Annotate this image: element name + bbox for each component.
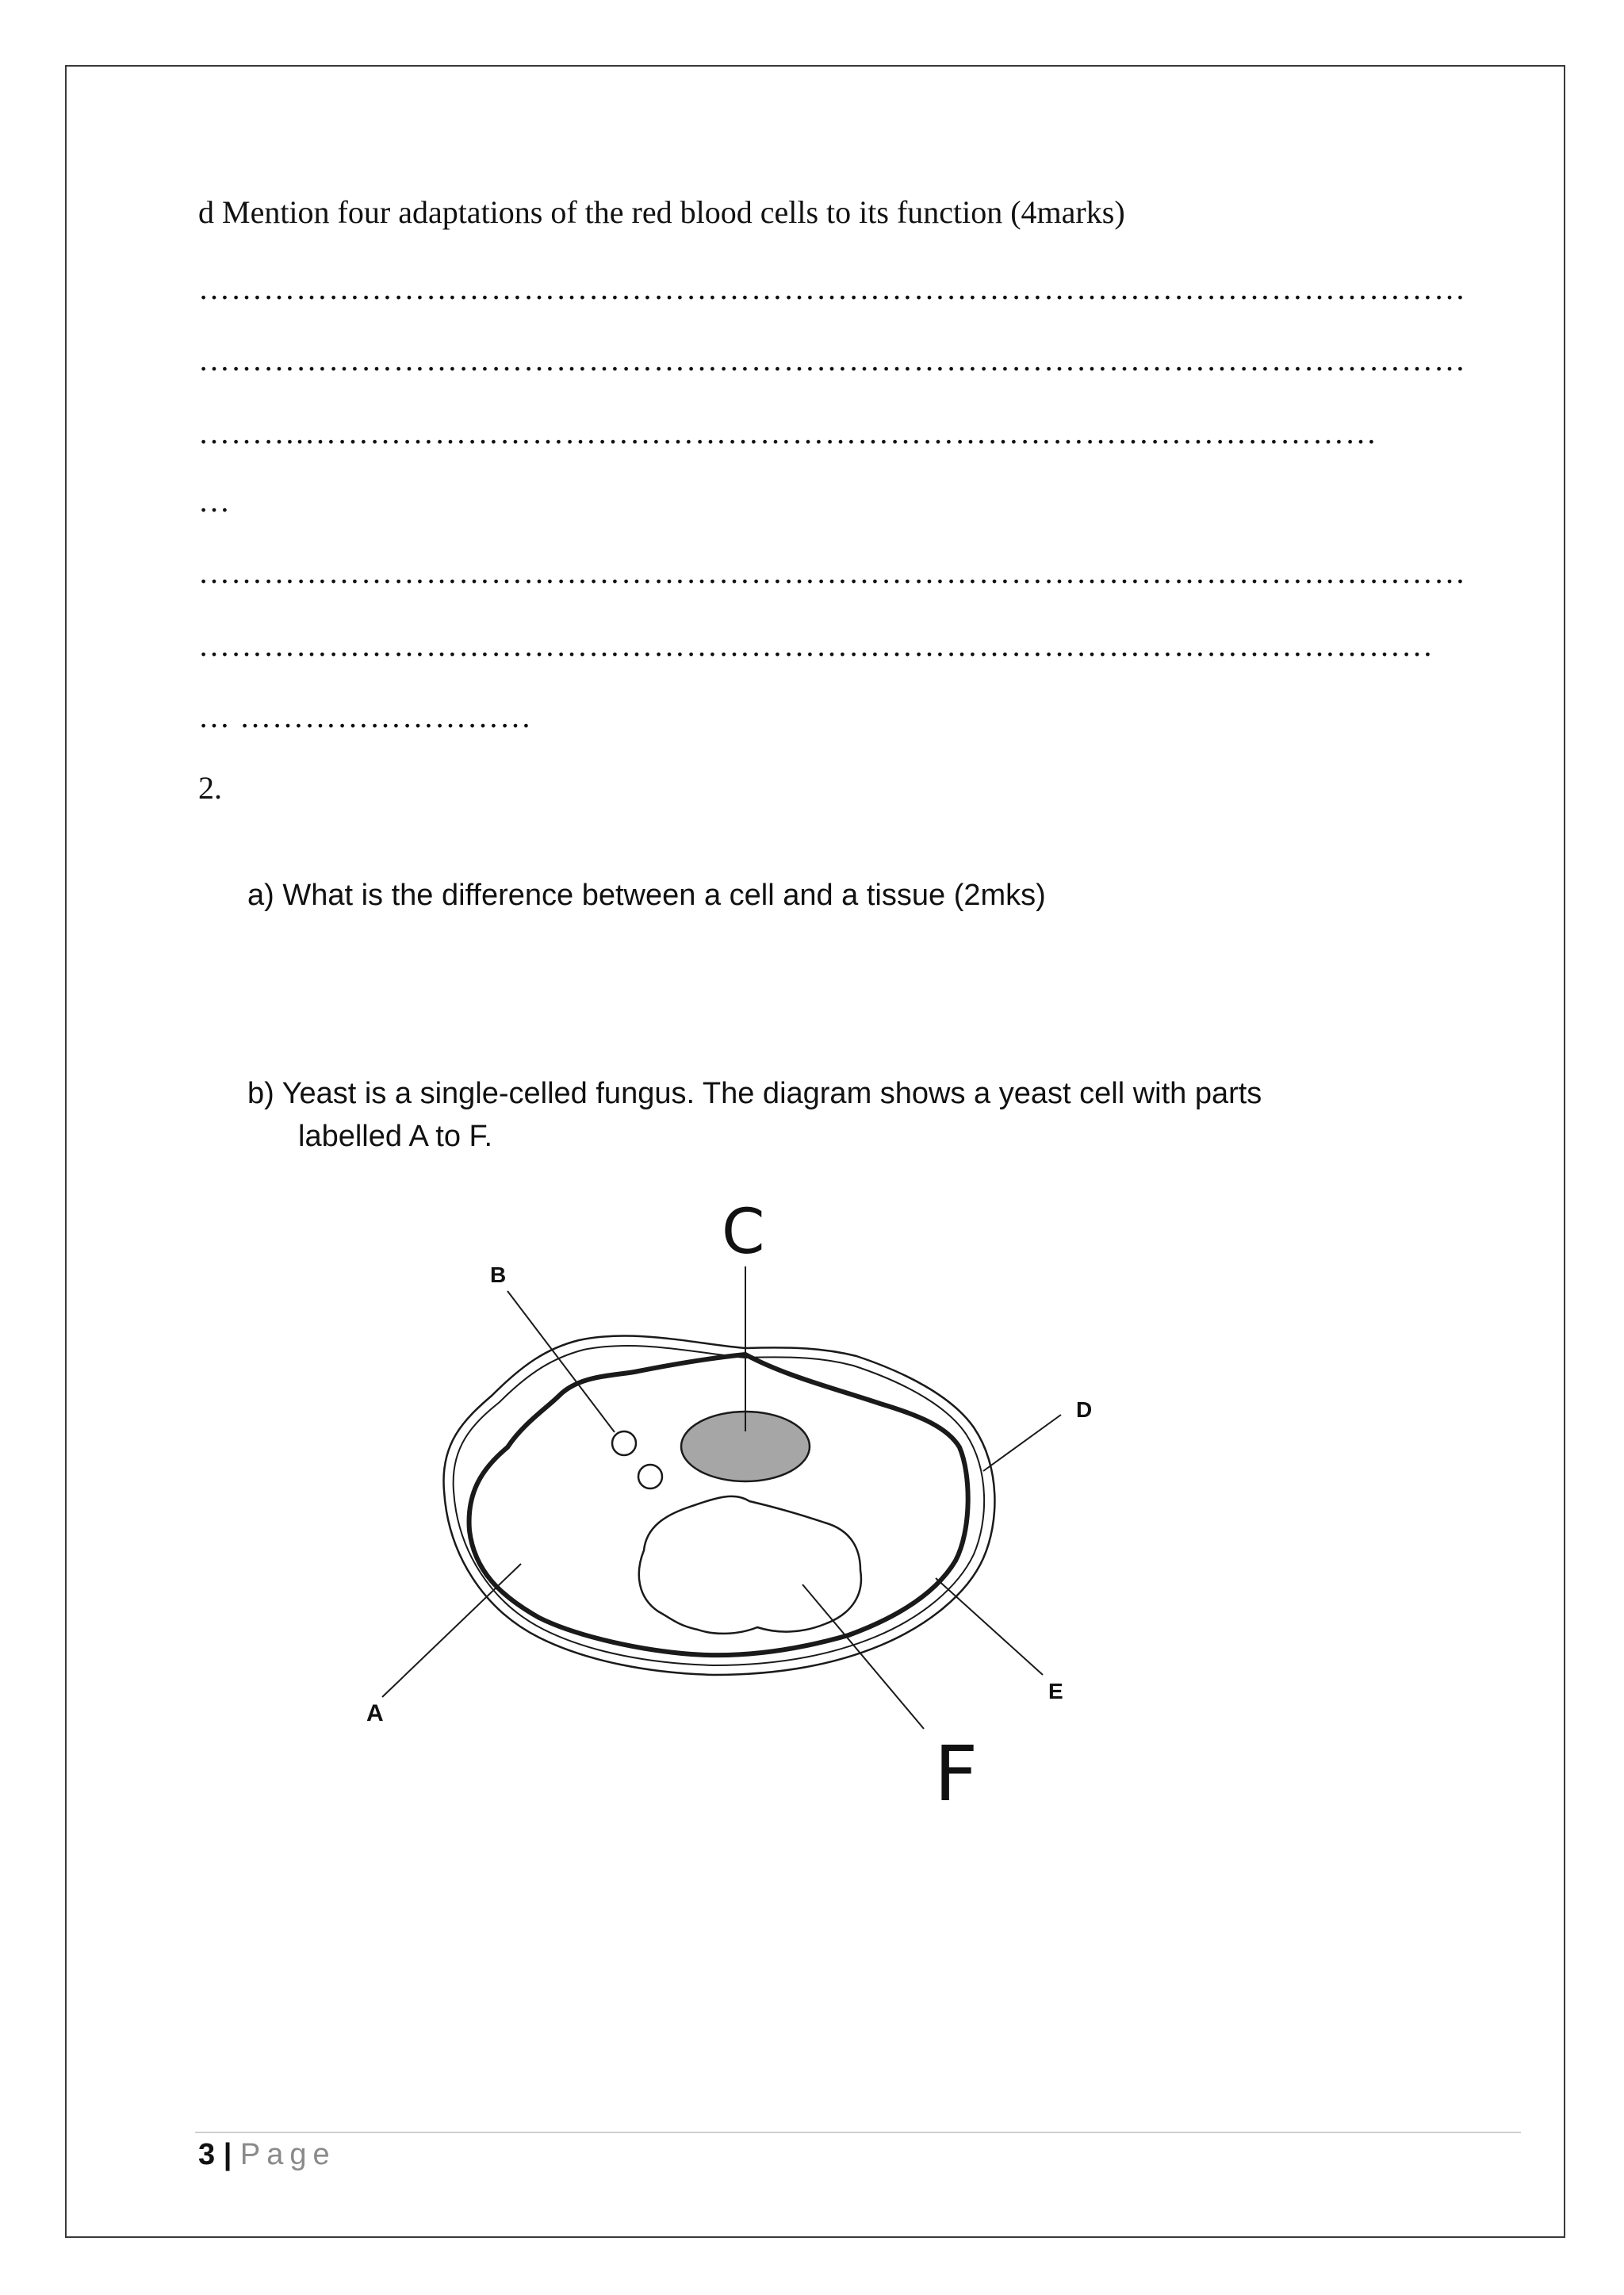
question-2a-prompt: a) What is the difference between a cell and a tissue (2mks) [247,879,1046,912]
label-f: F [934,1730,979,1818]
answer-line: ……………………………………………………………………………………………………… [198,342,1466,377]
answer-line: ……………………………………………………………………………………………………… [198,554,1466,590]
label-c: C [722,1197,765,1268]
footer-separator: | [223,2138,232,2171]
page-word: Page [239,2138,336,2171]
question-2-number: 2. [198,770,222,806]
answer-line: ……………………………………………………………………………………………………… [198,270,1466,306]
footer-divider [195,2132,1521,2133]
label-line-a [382,1564,521,1697]
answer-line: … [198,483,231,519]
label-d: D [1076,1397,1093,1422]
question-1d-prompt: d Mention four adaptations of the red blood cells to its function (4marks) [198,194,1125,230]
page-footer [198,2138,336,2172]
question-2b-prompt-line1: b) Yeast is a single-celled fungus. The diagram shows a yeast cell with parts [247,1077,1262,1110]
label-line-e [936,1578,1043,1675]
question-2b-prompt-line2: labelled A to F. [298,1120,493,1153]
vacuole [639,1496,861,1634]
label-e: E [1048,1679,1063,1703]
label-a: A [366,1700,384,1726]
answer-line: ……….……………………………………………………………………………………… [198,415,1377,450]
label-line-d [983,1415,1061,1471]
page-number: 3 [198,2138,216,2171]
label-line-b [508,1291,615,1432]
label-b: B [490,1262,507,1287]
answer-line: …………………………………………………………………………………………………… [198,627,1434,663]
vesicle [638,1465,662,1488]
answer-line: … ……………………… [198,699,532,734]
vesicle [612,1431,636,1455]
